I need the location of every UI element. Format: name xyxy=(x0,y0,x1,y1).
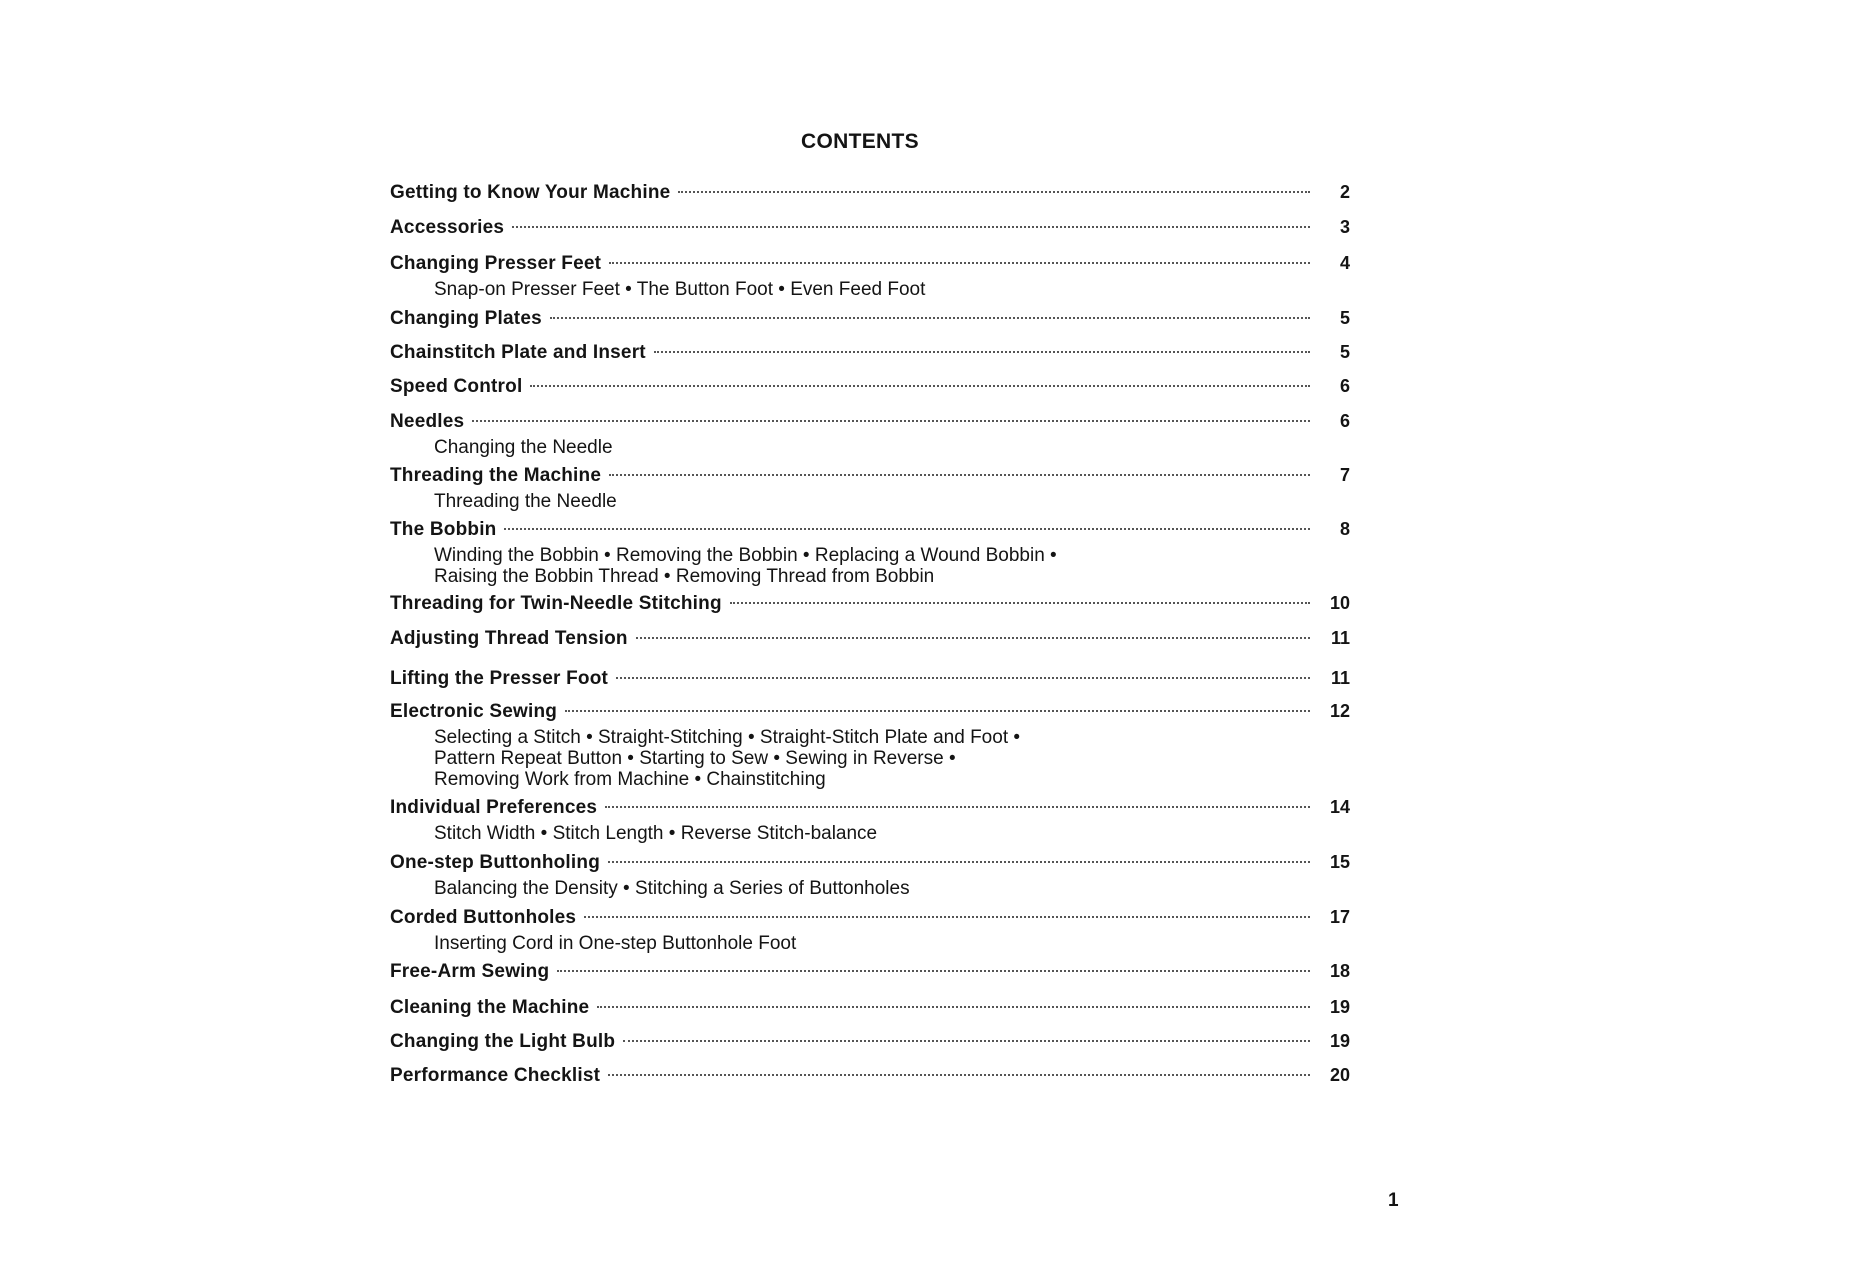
dot-leader xyxy=(616,677,1310,679)
toc-entry-line xyxy=(390,182,1350,208)
dot-leader xyxy=(512,226,1310,228)
toc-entry-page: 15 xyxy=(1329,852,1350,872)
dot-leader xyxy=(608,861,1310,863)
dot-leader xyxy=(472,420,1310,422)
toc-entry-page: 3 xyxy=(1339,217,1350,237)
toc-entry-line xyxy=(390,593,1350,619)
toc-entry-subtopics: Pattern Repeat Button • Starting to Sew • Sewing in Reverse • xyxy=(434,748,956,769)
toc-entry-page: 19 xyxy=(1329,997,1350,1017)
toc-entry-title: Accessories xyxy=(390,217,505,238)
toc-entry-subtopics: Stitch Width • Stitch Length • Reverse Stitch-balance xyxy=(434,823,878,844)
toc-entry-line xyxy=(390,797,1350,823)
toc-entry-title: Changing the Light Bulb xyxy=(390,1031,616,1052)
toc-entry-page: 11 xyxy=(1330,628,1350,648)
toc-entry-page: 5 xyxy=(1339,308,1350,328)
toc-entry-title: Speed Control xyxy=(390,376,523,397)
toc-entry-title: Changing Presser Feet xyxy=(390,253,602,274)
dot-leader xyxy=(654,351,1310,353)
dot-leader xyxy=(530,385,1310,387)
toc-entry-title: Threading the Machine xyxy=(390,465,602,486)
toc-entry-page: 17 xyxy=(1329,907,1350,927)
toc-entry xyxy=(390,182,1350,208)
toc-entry xyxy=(390,376,1350,402)
toc-entry xyxy=(390,701,1350,790)
toc-entry-title: Lifting the Presser Foot xyxy=(390,668,609,689)
toc-entry-line xyxy=(390,217,1350,243)
toc-entry-title: Free-Arm Sewing xyxy=(390,961,550,982)
toc-entry-line xyxy=(390,1065,1350,1091)
toc-entry-page: 8 xyxy=(1339,519,1350,539)
toc-entry-page: 2 xyxy=(1339,182,1350,202)
page-number: 1 xyxy=(1388,1190,1399,1211)
toc-entry-line xyxy=(390,376,1350,402)
toc-entry xyxy=(390,907,1350,954)
toc-entry-subtopics: Changing the Needle xyxy=(434,437,613,458)
toc-entry-title: Cleaning the Machine xyxy=(390,997,590,1018)
toc-entry xyxy=(390,1031,1350,1057)
toc-entry-title: Individual Preferences xyxy=(390,797,598,818)
toc-entry xyxy=(390,1065,1350,1091)
toc-entry-title: The Bobbin xyxy=(390,519,497,540)
toc-entry-title: Corded Buttonholes xyxy=(390,907,577,928)
toc-entry xyxy=(390,519,1350,587)
toc-entry-page: 5 xyxy=(1339,342,1350,362)
toc-entry-line xyxy=(390,1031,1350,1057)
page-title: CONTENTS xyxy=(801,130,919,153)
dot-leader xyxy=(584,916,1310,918)
toc-entry-line xyxy=(390,701,1350,727)
toc-entry-line xyxy=(390,253,1350,279)
toc-entry-subtopics: Raising the Bobbin Thread • Removing Thread from Bobbin xyxy=(434,566,935,587)
toc-entry xyxy=(390,342,1350,368)
dot-leader xyxy=(504,528,1310,530)
toc-entry-title: One-step Buttonholing xyxy=(390,852,600,873)
toc-entry-page: 4 xyxy=(1339,253,1350,273)
dot-leader xyxy=(557,970,1310,972)
toc-entry-page: 19 xyxy=(1329,1031,1350,1051)
toc-entry-line xyxy=(390,997,1350,1023)
toc-entry-line xyxy=(390,961,1350,987)
toc-entry-line xyxy=(390,907,1350,933)
toc-entry-line xyxy=(390,628,1350,654)
toc-entry-line xyxy=(390,308,1350,334)
dot-leader xyxy=(678,191,1310,193)
toc-entry xyxy=(390,668,1350,694)
toc-entry-subtopics: Selecting a Stitch • Straight-Stitching • Straight-Stitch Plate and Foot • xyxy=(434,727,1021,748)
toc-entry xyxy=(390,852,1350,899)
toc-entry xyxy=(390,593,1350,619)
toc-entry-page: 7 xyxy=(1339,465,1350,485)
dot-leader xyxy=(608,1074,1310,1076)
toc-entry-line xyxy=(390,465,1350,491)
dot-leader xyxy=(609,474,1310,476)
dot-leader xyxy=(550,317,1310,319)
toc-entry-title: Electronic Sewing xyxy=(390,701,558,722)
toc-entry-line xyxy=(390,411,1350,437)
dot-leader xyxy=(730,602,1310,604)
toc-entry-subtopics: Removing Work from Machine • Chainstitching xyxy=(434,769,826,790)
toc-entry-page: 20 xyxy=(1329,1065,1350,1085)
toc-entry xyxy=(390,997,1350,1023)
toc-entry-subtopics: Threading the Needle xyxy=(434,491,617,512)
toc-entry xyxy=(390,253,1350,300)
toc-entry-title: Chainstitch Plate and Insert xyxy=(390,342,646,363)
toc-entry-page: 6 xyxy=(1339,411,1350,431)
dot-leader xyxy=(636,637,1310,639)
dot-leader xyxy=(623,1040,1310,1042)
toc-entry xyxy=(390,797,1350,844)
toc-entry-page: 14 xyxy=(1329,797,1350,817)
toc-entry-page: 12 xyxy=(1329,701,1350,721)
toc-entry-line xyxy=(390,342,1350,368)
toc-entry xyxy=(390,465,1350,512)
toc-entry-line xyxy=(390,519,1350,545)
dot-leader xyxy=(565,710,1310,712)
toc-entry-subtopics: Balancing the Density • Stitching a Series of Buttonholes xyxy=(434,878,910,899)
toc-entry-title: Adjusting Thread Tension xyxy=(390,628,628,649)
toc-entry-title: Threading for Twin-Needle Stitching xyxy=(390,593,722,614)
toc-entry xyxy=(390,961,1350,987)
toc-entry-page: 6 xyxy=(1339,376,1350,396)
toc-entry-line xyxy=(390,668,1350,694)
toc-entry-subtopics: Snap-on Presser Feet • The Button Foot • Even Feed Foot xyxy=(434,279,926,300)
toc-entry-title: Performance Checklist xyxy=(390,1065,601,1086)
toc-entry-subtopics: Inserting Cord in One-step Buttonhole Foot xyxy=(434,933,797,954)
toc-entry-title: Needles xyxy=(390,411,465,432)
toc-entry xyxy=(390,308,1350,334)
toc-entry xyxy=(390,411,1350,458)
toc-entry-title: Changing Plates xyxy=(390,308,542,329)
dot-leader xyxy=(605,806,1310,808)
toc-entry-page: 11 xyxy=(1330,668,1350,688)
toc-entry xyxy=(390,628,1350,654)
toc-entry xyxy=(390,217,1350,243)
dot-leader xyxy=(609,262,1310,264)
dot-leader xyxy=(597,1006,1310,1008)
toc-entry-subtopics: Winding the Bobbin • Removing the Bobbin • Replacing a Wound Bobbin • xyxy=(434,545,1057,566)
toc-entry-title: Getting to Know Your Machine xyxy=(390,182,671,203)
toc-entry-line xyxy=(390,852,1350,878)
toc-entry-page: 10 xyxy=(1329,593,1350,613)
toc-entry-page: 18 xyxy=(1329,961,1350,981)
